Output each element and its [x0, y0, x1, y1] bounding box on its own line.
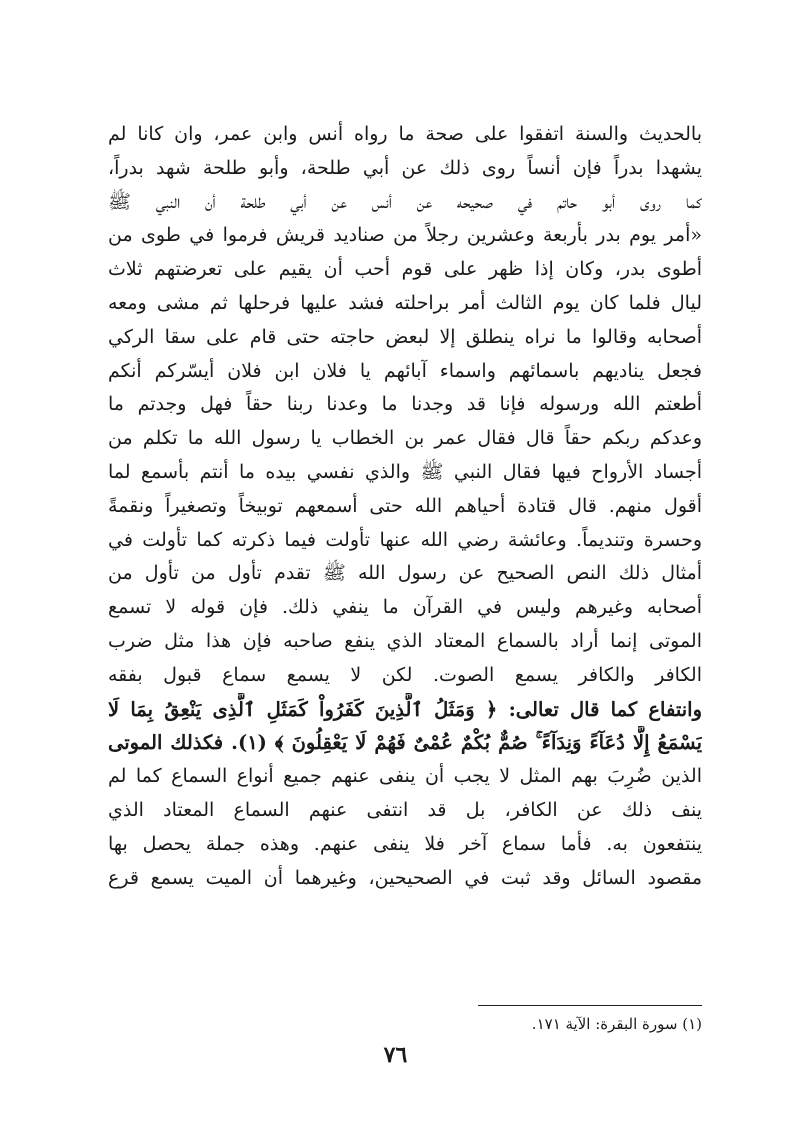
footnote-separator — [478, 1005, 702, 1006]
text-line: كما روى أبو حاتم في صحيحه عن أنس عن أبي طلحة أن النبي ﷺ — [108, 190, 702, 213]
quran-verse-line: وانتفاع كما قال تعالى: ﴿ وَمَثَلُ ٱلَّذِينَ كَفَرُواْ كَمَثَلِ ٱلَّذِى يَنْعِقُ بِمَا لَا — [108, 697, 702, 721]
quran-verse-line: يَسْمَعُ إِلَّا دُعَآءً وَنِدَآءً ۚ صُمٌّ بُكْمٌ عُمْىٌ فَهُمْ لَا يَعْقِلُونَ ﴾ (١). فكذلك الموتى — [108, 731, 702, 755]
text-line: يشهدا بدراً فإن أنساً روى ذلك عن أبي طلحة، وأبو طلحة شهد بدراً، — [108, 156, 702, 179]
text-line: أطوى بدر، وكان إذا ظهر على قوم أحب أن يقيم على تعرضتهم ثلاث — [108, 258, 702, 281]
text-line: ينتفعون به. فأما سماع آخر فلا ينفى عنهم. وهذه جملة يحصل بها — [108, 832, 702, 855]
text-line: وحسرة وتنديماً. وعائشة رضي الله عنها تأولت فيما ذكرته كما تأولت في — [108, 528, 702, 551]
text-line: ينف ذلك عن الكافر، بل قد انتفى عنهم السماع المعتاد الذي — [108, 798, 702, 821]
text-line: أجساد الأرواح فيها فقال النبي ﷺ والذي نفسي بيده ما أنتم بأسمع لما — [108, 460, 702, 483]
text-line: الكافر والكافر يسمع الصوت. لكن لا يسمع سماع قبول بفقه — [108, 663, 702, 686]
page-number: ٧٦ — [383, 1042, 408, 1068]
text-line: ليال فلما كان يوم الثالث أمر براحلته فشد عليها فرحلها ثم مشى ومعه — [108, 291, 702, 314]
text-line: فجعل يناديهم باسمائهم واسماء آبائهم يا فلان ابن فلان أيسّركم أنكم — [108, 359, 702, 382]
text-line: مقصود السائل وقد ثبت في الصحيحين، وغيرهما أن الميت يسمع قرع — [108, 866, 702, 889]
text-line: بالحديث والسنة اتفقوا على صحة ما رواه أنس وابن عمر، وان كانا لم — [108, 123, 702, 145]
text-line: أصحابه وقالوا ما نراه ينطلق إلا لبعض حاجته حتى قام على سقا الركي — [108, 325, 702, 348]
text-line: أمثال ذلك النص الصحيح عن رسول الله ﷺ تقدم تأول من تأول من — [108, 562, 702, 585]
footnote: (١) سورة البقرة: الآية ١٧١. — [531, 1015, 702, 1033]
text-line: أصحابه وغيرهم وليس في القرآن ما ينفي ذلك. فإن قوله لا تسمع — [108, 596, 702, 619]
text-line: وعدكم ربكم حقاً قال فقال عمر بن الخطاب يا رسول الله ما تكلم من — [108, 427, 702, 450]
text-line: أطعتم الله ورسوله فإنا قد وجدنا ما وعدنا ربنا حقاً فهل وجدتم ما — [108, 393, 702, 416]
text-line: أقول منهم. قال قتادة أحياهم الله حتى أسمعهم توبيخاً وتصغيراً ونقمةً — [108, 494, 702, 517]
text-line: «أمر يوم بدر بأربعة وعشرين رجلاً من صناديد قريش فرموا في طوى من — [108, 224, 702, 247]
body-text — [108, 118, 702, 895]
text-line: الموتى إنما أراد بالسماع المعتاد الذي ينفع صاحبه فإن هذا مثل ضرب — [108, 629, 702, 652]
text-line: الذين ضُرِبَ بهم المثل لا يجب أن ينفى عنهم جميع أنواع السماع كما لم — [108, 765, 702, 788]
